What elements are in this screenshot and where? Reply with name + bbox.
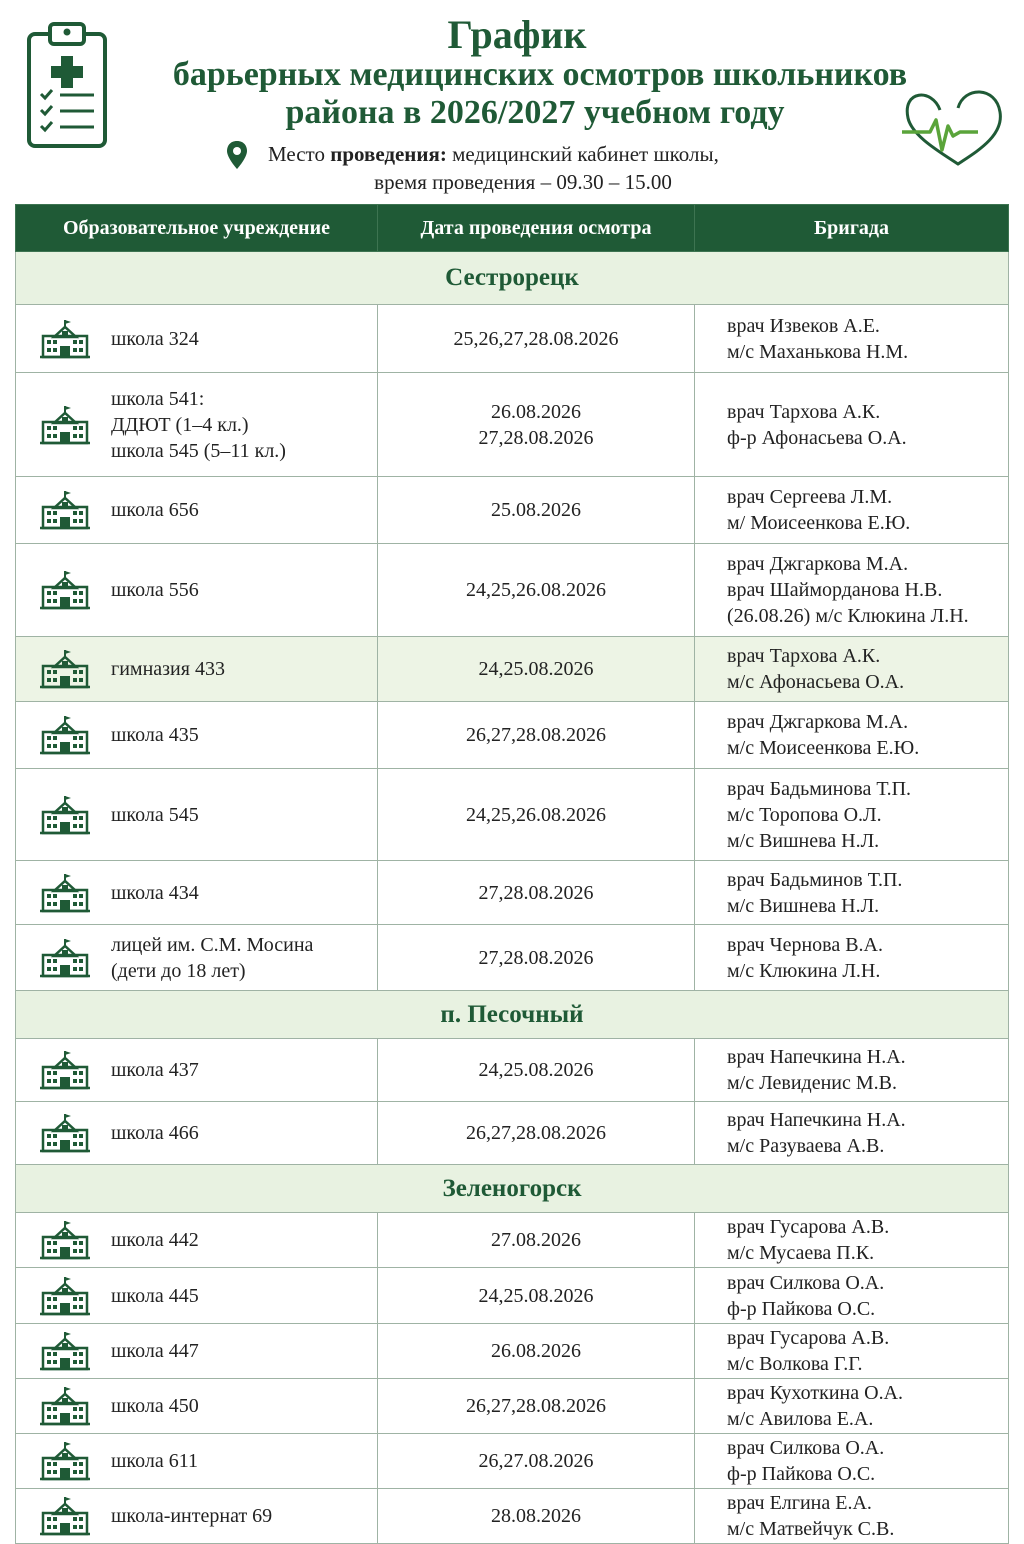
institution-line: школа 656 [111, 499, 199, 521]
team-member-line: врач Шайморданова Н.В. [727, 579, 943, 601]
team-member-line: врач Тархова А.К. [727, 645, 881, 667]
institution-line: школа 541: [111, 387, 205, 410]
institution-cell [16, 925, 378, 991]
date-cell [378, 1039, 695, 1102]
institution-cell [16, 305, 378, 373]
table-row [16, 1324, 1009, 1379]
date-line: 25.08.2026 [491, 499, 581, 521]
institution-cell [16, 1324, 378, 1379]
team-member-line: м/с Мусаева П.К. [727, 1242, 875, 1264]
team-member-line: врач Джгаркова М.А. [727, 711, 909, 733]
institution-line: школа 556 [111, 579, 199, 601]
institution-cell [16, 769, 378, 861]
team-cell [695, 769, 1009, 861]
team-member-line: м/с Афонасьева О.А. [727, 671, 905, 693]
institution-cell [16, 373, 378, 477]
page-subtitle-line2: района в 2026/2027 учебном году [285, 94, 785, 131]
institution-line: школа 447 [111, 1340, 199, 1362]
time-line: время проведения – 09.30 – 15.00 [374, 170, 672, 194]
team-cell [695, 925, 1009, 991]
team-member-line: врач Джгаркова М.А. [727, 553, 909, 575]
team-cell [695, 702, 1009, 769]
team-member-line: врач Напечкина Н.А. [727, 1109, 906, 1131]
location-pin-icon [226, 140, 248, 170]
institution-line: гимназия 433 [111, 658, 225, 680]
team-member-line: врач Гусарова А.В. [727, 1327, 890, 1349]
institution-cell [16, 1102, 378, 1165]
team-cell [695, 1213, 1009, 1268]
date-cell [378, 1489, 695, 1544]
date-cell [378, 1102, 695, 1165]
table-row [16, 1379, 1009, 1434]
team-cell [695, 1268, 1009, 1324]
team-member-line: врач Силкова О.А. [727, 1271, 885, 1294]
table-row [16, 1434, 1009, 1489]
date-cell [378, 1379, 695, 1434]
date-line: 24,25.08.2026 [478, 1059, 594, 1081]
date-line: 24,25.08.2026 [478, 1284, 594, 1307]
date-cell [378, 305, 695, 373]
team-cell [695, 1489, 1009, 1544]
team-cell [695, 1434, 1009, 1489]
team-member-line: м/с Моисеенкова Е.Ю. [727, 737, 920, 759]
school-building-icon [40, 1050, 90, 1090]
section-title: Сестрорецк [16, 252, 1009, 305]
team-member-line: м/с Маханькова Н.М. [727, 340, 909, 363]
school-building-icon [40, 873, 90, 913]
section-title: Зеленогорск [16, 1165, 1009, 1213]
school-building-icon [40, 490, 90, 530]
date-line: 26,27,28.08.2026 [466, 724, 606, 746]
page-subtitle-line1: барьерных медицинских осмотров школьников [172, 56, 908, 93]
date-line: 25,26,27,28.08.2026 [453, 327, 619, 350]
team-cell [695, 861, 1009, 925]
table-row [16, 1039, 1009, 1102]
institution-line: школа 450 [111, 1395, 199, 1417]
table-row [16, 373, 1009, 477]
institution-line: школа-интернат 69 [111, 1505, 273, 1527]
date-cell [378, 1213, 695, 1268]
team-member-line: врач Сергеева Л.М. [727, 486, 893, 508]
institution-line: школа 442 [111, 1229, 199, 1251]
table-row [16, 1268, 1009, 1324]
institution-line: школа 545 [111, 803, 199, 826]
section-row [16, 1165, 1009, 1213]
date-line: 26.08.2026 [491, 400, 581, 423]
team-member-line: врач Бадьминов Т.П. [727, 868, 903, 891]
institution-cell [16, 1434, 378, 1489]
table-row [16, 1102, 1009, 1165]
date-cell [378, 477, 695, 544]
table-row [16, 477, 1009, 544]
date-cell [378, 925, 695, 991]
table-row [16, 544, 1009, 637]
date-line: 27.08.2026 [491, 1229, 581, 1251]
section-row [16, 991, 1009, 1039]
institution-line: школа 545 (5–11 кл.) [111, 439, 286, 462]
date-line: 24,25,26.08.2026 [466, 803, 606, 826]
team-member-line: врач Бадьминова Т.П. [727, 777, 912, 800]
institution-line: школа 435 [111, 724, 199, 746]
team-member-line: м/с Торопова О.Л. [727, 803, 882, 826]
institution-cell [16, 702, 378, 769]
team-member-line: ф-р Пайкова О.С. [727, 1463, 876, 1485]
school-building-icon [40, 1331, 90, 1371]
institution-cell [16, 1379, 378, 1434]
team-member-line: врач Кухоткина О.А. [727, 1382, 904, 1404]
school-building-icon [40, 319, 90, 359]
table-row [16, 1213, 1009, 1268]
column-header-date: Дата проведения осмотра [378, 205, 695, 252]
place-line: Место проведения: медицинский кабинет школы, [268, 142, 719, 166]
date-line: 24,25,26.08.2026 [466, 579, 606, 601]
date-line: 27,28.08.2026 [478, 881, 594, 904]
date-line: 26,27.08.2026 [478, 1450, 594, 1472]
heart-pulse-icon [900, 80, 1004, 170]
team-member-line: врач Тархова А.К. [727, 400, 881, 423]
team-member-line: ф-р Афонасьева О.А. [727, 426, 907, 449]
institution-cell [16, 637, 378, 702]
team-member-line: врач Напечкина Н.А. [727, 1046, 906, 1068]
institution-line: школа 445 [111, 1284, 199, 1307]
page-title: График [447, 12, 587, 57]
school-building-icon [40, 715, 90, 755]
table-row [16, 305, 1009, 373]
team-member-line: врач Елгина Е.А. [727, 1492, 872, 1514]
school-building-icon [40, 405, 90, 445]
team-cell [695, 1039, 1009, 1102]
team-cell [695, 373, 1009, 477]
table-row [16, 637, 1009, 702]
table-row [16, 925, 1009, 991]
date-cell [378, 373, 695, 477]
date-line: 26,27,28.08.2026 [466, 1122, 606, 1144]
date-cell [378, 769, 695, 861]
team-cell [695, 1324, 1009, 1379]
date-cell [378, 637, 695, 702]
team-member-line: м/ Моисеенкова Е.Ю. [727, 512, 911, 534]
team-member-line: м/с Вишнева Н.Л. [727, 829, 880, 852]
date-cell [378, 1268, 695, 1324]
team-cell [695, 1379, 1009, 1434]
team-cell [695, 477, 1009, 544]
table-row [16, 1489, 1009, 1544]
column-header-institution: Образовательное учреждение [16, 205, 378, 252]
team-cell [695, 1102, 1009, 1165]
institution-line: (дети до 18 лет) [111, 959, 246, 982]
team-member-line: м/с Авилова Е.А. [727, 1408, 874, 1430]
team-member-line: м/с Клюкина Л.Н. [727, 959, 881, 982]
school-building-icon [40, 1386, 90, 1426]
date-line: 26,27,28.08.2026 [466, 1395, 606, 1417]
school-building-icon [40, 570, 90, 610]
header [0, 0, 1024, 204]
institution-line: лицей им. С.М. Мосина [111, 933, 314, 956]
date-line: 24,25.08.2026 [478, 658, 594, 680]
institution-cell [16, 861, 378, 925]
school-building-icon [40, 795, 90, 835]
schedule-table [15, 204, 1009, 1544]
section-title: п. Песочный [16, 991, 1009, 1039]
table-row [16, 702, 1009, 769]
school-building-icon [40, 938, 90, 978]
institution-cell [16, 544, 378, 637]
school-building-icon [40, 1496, 90, 1536]
team-member-line: м/с Матвейчук С.В. [727, 1518, 895, 1540]
school-building-icon [40, 1113, 90, 1153]
institution-cell [16, 1489, 378, 1544]
team-member-line: (26.08.26) м/с Клюкина Л.Н. [727, 605, 969, 627]
column-header-team: Бригада [695, 205, 1009, 252]
table-row [16, 769, 1009, 861]
institution-line: школа 434 [111, 881, 199, 904]
table-header-row [16, 205, 1009, 252]
school-building-icon [40, 1276, 90, 1316]
institution-cell [16, 477, 378, 544]
institution-cell [16, 1039, 378, 1102]
date-cell [378, 702, 695, 769]
team-member-line: м/с Вишнева Н.Л. [727, 894, 880, 917]
team-member-line: м/с Левиденис М.В. [727, 1072, 897, 1094]
date-line: 27,28.08.2026 [478, 426, 594, 449]
table-row [16, 861, 1009, 925]
section-row [16, 252, 1009, 305]
date-cell [378, 544, 695, 637]
date-cell [378, 861, 695, 925]
date-line: 27,28.08.2026 [478, 946, 594, 969]
team-cell [695, 305, 1009, 373]
institution-line: школа 611 [111, 1450, 198, 1472]
team-member-line: ф-р Пайкова О.С. [727, 1297, 876, 1320]
institution-cell [16, 1268, 378, 1324]
institution-cell [16, 1213, 378, 1268]
school-building-icon [40, 1220, 90, 1260]
date-line: 26.08.2026 [491, 1340, 581, 1362]
institution-line: школа 437 [111, 1059, 199, 1081]
team-member-line: врач Гусарова А.В. [727, 1216, 890, 1238]
institution-line: школа 324 [111, 327, 199, 350]
team-cell [695, 544, 1009, 637]
school-building-icon [40, 649, 90, 689]
team-cell [695, 637, 1009, 702]
school-building-icon [40, 1441, 90, 1481]
team-member-line: врач Силкова О.А. [727, 1437, 885, 1459]
institution-line: ДДЮТ (1–4 кл.) [111, 413, 249, 436]
date-cell [378, 1324, 695, 1379]
team-member-line: м/с Волкова Г.Г. [727, 1353, 863, 1375]
team-member-line: врач Чернова В.А. [727, 933, 883, 956]
date-cell [378, 1434, 695, 1489]
team-member-line: м/с Разуваева А.В. [727, 1135, 885, 1157]
institution-line: школа 466 [111, 1122, 199, 1144]
date-line: 28.08.2026 [491, 1505, 581, 1527]
team-member-line: врач Извеков А.Е. [727, 314, 880, 337]
